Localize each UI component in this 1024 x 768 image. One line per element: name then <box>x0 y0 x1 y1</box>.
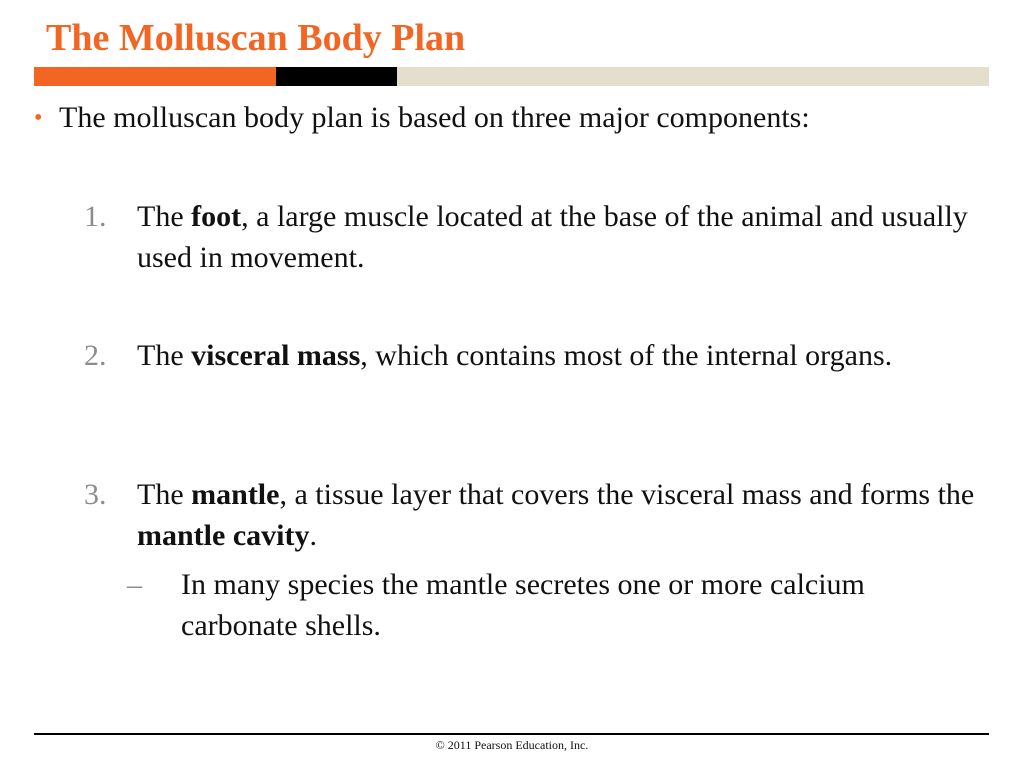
item-text-mid: , a tissue layer that covers the visceral mass and forms the <box>279 478 975 511</box>
item-text <box>137 474 984 556</box>
bar-segment-orange <box>34 67 276 86</box>
item-text-post: , which contains most of the internal organs. <box>360 339 893 372</box>
bullet-marker: • <box>34 105 43 131</box>
main-bullet-text: The molluscan body plan is based on three major components: <box>59 101 810 134</box>
item-text-pre: The <box>137 339 192 372</box>
item-text <box>137 335 984 376</box>
sub-bullet-shells <box>127 564 987 646</box>
item-text <box>137 196 984 278</box>
item-text-pre: The <box>137 478 192 511</box>
numbered-item-foot <box>84 196 984 278</box>
item-term-visceral-mass: visceral mass <box>191 339 361 372</box>
item-term-mantle-cavity: mantle cavity <box>137 519 310 552</box>
item-term-mantle: mantle <box>191 478 280 511</box>
sub-bullet-marker: – <box>127 568 142 601</box>
footer-divider <box>34 733 989 735</box>
footer-copyright: © 2011 Pearson Education, Inc. <box>435 738 589 752</box>
numbered-item-visceral-mass <box>84 335 984 376</box>
bar-segment-black <box>276 67 397 86</box>
main-bullet <box>34 98 994 138</box>
bar-segment-beige <box>397 67 989 86</box>
item-text-post: . <box>309 519 317 552</box>
item-number: 1. <box>84 200 107 233</box>
title-underline-bar <box>34 67 989 86</box>
item-number: 3. <box>84 478 107 511</box>
item-number: 2. <box>84 339 107 372</box>
item-term-foot: foot <box>191 200 242 233</box>
item-text-pre: The <box>137 200 192 233</box>
numbered-item-mantle <box>84 474 984 556</box>
slide-title: The Molluscan Body Plan <box>46 17 466 59</box>
sub-bullet-text: In many species the mantle secretes one or more calcium carbonate shells. <box>181 568 865 642</box>
item-text-post: , a large muscle located at the base of the animal and usually used in movement. <box>137 200 968 274</box>
